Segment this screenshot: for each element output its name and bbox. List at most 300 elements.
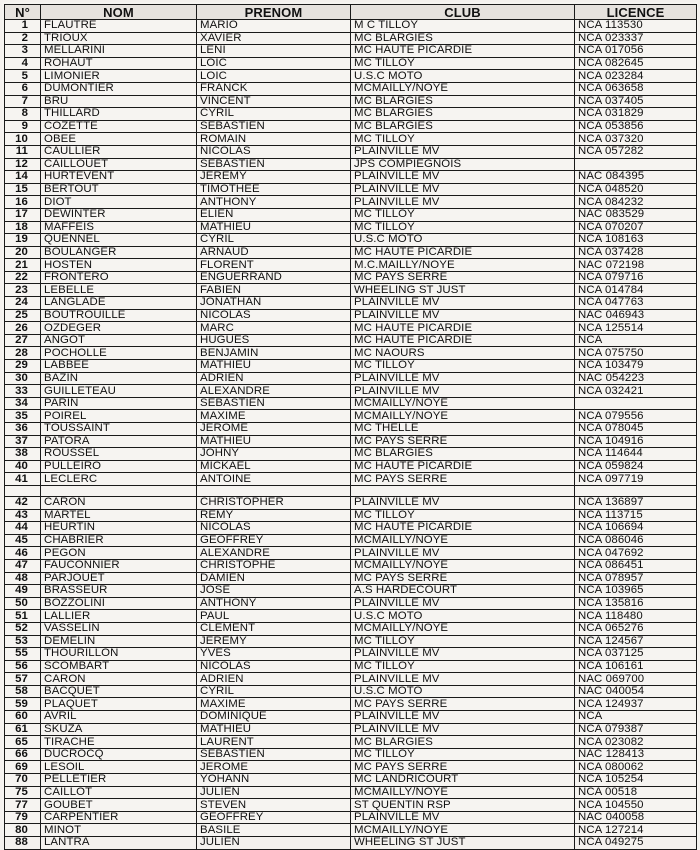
cell-club: MC HAUTE PICARDIE: [351, 460, 575, 473]
table-row: [5, 70, 697, 83]
cell-num: 7: [5, 95, 41, 108]
cell-num: 61: [5, 723, 41, 736]
cell-prenom: JONATHAN: [197, 297, 351, 310]
cell-num: 15: [5, 183, 41, 196]
cell-nom: FRONTERO: [41, 271, 197, 284]
cell-prenom: ADRIEN: [197, 372, 351, 385]
cell-nom: QUENNEL: [41, 234, 197, 247]
cell-prenom: ANTHONY: [197, 597, 351, 610]
cell-licence: NCA 125514: [575, 322, 697, 335]
cell-club: MC PAYS SERRE: [351, 572, 575, 585]
cell-club: MC HAUTE PICARDIE: [351, 522, 575, 535]
table-row: [5, 496, 697, 509]
cell-club: MCMAILLY/NOYE: [351, 786, 575, 799]
cell-num: 5: [5, 70, 41, 83]
table-row: [5, 660, 697, 673]
cell-num: [5, 485, 41, 496]
table-row: [5, 761, 697, 774]
cell-club: MCMAILLY/NOYE: [351, 82, 575, 95]
cell-club: PLAINVILLE MV: [351, 196, 575, 209]
cell-num: 43: [5, 509, 41, 522]
cell-nom: BACQUET: [41, 685, 197, 698]
cell-prenom: VINCENT: [197, 95, 351, 108]
cell-nom: POCHOLLE: [41, 347, 197, 360]
cell-nom: LALLIER: [41, 610, 197, 623]
cell-licence: NCA 104550: [575, 799, 697, 812]
cell-club: PLAINVILLE MV: [351, 372, 575, 385]
cell-num: 3: [5, 45, 41, 58]
cell-licence: NCA 078045: [575, 423, 697, 436]
cell-licence: NCA 114644: [575, 448, 697, 461]
entry-list-sheet: [2, 2, 698, 849]
cell-licence: NCA 059824: [575, 460, 697, 473]
cell-nom: BOULANGER: [41, 246, 197, 259]
cell-nom: BERTOUT: [41, 183, 197, 196]
table-row: [5, 271, 697, 284]
cell-licence: NCA 079716: [575, 271, 697, 284]
header-club: CLUB: [351, 5, 575, 20]
cell-club: JPS COMPIEGNOIS: [351, 158, 575, 171]
cell-club: MCMAILLY/NOYE: [351, 824, 575, 837]
cell-prenom: LOIC: [197, 57, 351, 70]
cell-num: 9: [5, 120, 41, 133]
table-row: [5, 509, 697, 522]
cell-nom: VASSELIN: [41, 622, 197, 635]
cell-nom: BRASSEUR: [41, 585, 197, 598]
cell-club: MC LANDRICOURT: [351, 774, 575, 787]
table-row: [5, 824, 697, 837]
cell-num: 58: [5, 685, 41, 698]
table-row: [5, 423, 697, 436]
cell-licence: NCA 049275: [575, 837, 697, 850]
cell-nom: MINOT: [41, 824, 197, 837]
cell-licence: NAC 069700: [575, 673, 697, 686]
table-row: [5, 45, 697, 58]
cell-prenom: JEREMY: [197, 171, 351, 184]
cell-num: 10: [5, 133, 41, 146]
cell-prenom: PAUL: [197, 610, 351, 623]
cell-club: MC BLARGIES: [351, 95, 575, 108]
cell-nom: CARON: [41, 673, 197, 686]
cell-num: 75: [5, 786, 41, 799]
table-row: [5, 622, 697, 635]
cell-prenom: HUGUES: [197, 334, 351, 347]
table-row: [5, 473, 697, 486]
header-row: [5, 5, 697, 20]
cell-nom: FAUCONNIER: [41, 559, 197, 572]
cell-nom: PARIN: [41, 397, 197, 410]
cell-nom: PEGON: [41, 547, 197, 560]
table-row: [5, 547, 697, 560]
cell-nom: COZETTE: [41, 120, 197, 133]
cell-num: 34: [5, 397, 41, 410]
cell-nom: MAFFEIS: [41, 221, 197, 234]
table-row: [5, 786, 697, 799]
table-row: [5, 171, 697, 184]
cell-licence: NCA 023337: [575, 32, 697, 45]
cell-nom: PELLETIER: [41, 774, 197, 787]
cell-licence: NAC 083529: [575, 208, 697, 221]
cell-licence: NCA 103965: [575, 585, 697, 598]
cell-nom: CAILLOUET: [41, 158, 197, 171]
cell-club: WHEELING ST JUST: [351, 284, 575, 297]
cell-nom: PULLEIRO: [41, 460, 197, 473]
table-row: [5, 534, 697, 547]
table-row: [5, 597, 697, 610]
cell-num: 20: [5, 246, 41, 259]
cell-club: MCMAILLY/NOYE: [351, 622, 575, 635]
cell-licence: NCA 082645: [575, 57, 697, 70]
cell-num: 52: [5, 622, 41, 635]
cell-num: 36: [5, 423, 41, 436]
cell-licence: NCA 037320: [575, 133, 697, 146]
cell-nom: HEURTIN: [41, 522, 197, 535]
cell-club: MC PAYS SERRE: [351, 761, 575, 774]
table-row: [5, 57, 697, 70]
cell-club: ST QUENTIN RSP: [351, 799, 575, 812]
cell-num: 42: [5, 496, 41, 509]
cell-club: MCMAILLY/NOYE: [351, 559, 575, 572]
cell-num: 35: [5, 410, 41, 423]
cell-nom: TOUSSAINT: [41, 423, 197, 436]
table-row: [5, 460, 697, 473]
cell-nom: DEWINTER: [41, 208, 197, 221]
cell-prenom: ALEXANDRE: [197, 547, 351, 560]
cell-nom: PATORA: [41, 435, 197, 448]
cell-club: MC HAUTE PICARDIE: [351, 45, 575, 58]
cell-prenom: CYRIL: [197, 685, 351, 698]
table-row: [5, 108, 697, 121]
table-row: [5, 309, 697, 322]
cell-club: MCMAILLY/NOYE: [351, 397, 575, 410]
cell-prenom: JEREMY: [197, 635, 351, 648]
cell-num: 24: [5, 297, 41, 310]
cell-num: 59: [5, 698, 41, 711]
cell-num: 40: [5, 460, 41, 473]
cell-prenom: JOHNY: [197, 448, 351, 461]
cell-club: MC TILLOY: [351, 635, 575, 648]
table-row: [5, 221, 697, 234]
cell-club: [351, 485, 575, 496]
cell-num: 60: [5, 711, 41, 724]
cell-nom: POIREL: [41, 410, 197, 423]
table-row: [5, 196, 697, 209]
cell-licence: NAC 046943: [575, 309, 697, 322]
cell-num: 27: [5, 334, 41, 347]
cell-licence: NCA 124567: [575, 635, 697, 648]
cell-club: MC NAOURS: [351, 347, 575, 360]
table-row: [5, 259, 697, 272]
cell-club: MC BLARGIES: [351, 448, 575, 461]
cell-licence: NCA 017056: [575, 45, 697, 58]
header-num: N°: [5, 5, 41, 20]
cell-num: 22: [5, 271, 41, 284]
cell-prenom: LAURENT: [197, 736, 351, 749]
cell-nom: CARON: [41, 496, 197, 509]
cell-licence: NCA 113715: [575, 509, 697, 522]
cell-nom: LECLERC: [41, 473, 197, 486]
cell-nom: DUCROCQ: [41, 748, 197, 761]
cell-nom: ANGOT: [41, 334, 197, 347]
cell-club: MC PAYS SERRE: [351, 473, 575, 486]
cell-prenom: GEOFFREY: [197, 811, 351, 824]
cell-licence: NCA 084232: [575, 196, 697, 209]
cell-club: U.S.C MOTO: [351, 610, 575, 623]
cell-licence: NCA 070207: [575, 221, 697, 234]
cell-licence: NAC 084395: [575, 171, 697, 184]
cell-prenom: LENI: [197, 45, 351, 58]
table-row: [5, 522, 697, 535]
cell-nom: OBEE: [41, 133, 197, 146]
cell-prenom: MATHIEU: [197, 435, 351, 448]
cell-licence: [575, 158, 697, 171]
cell-num: 16: [5, 196, 41, 209]
cell-prenom: STEVEN: [197, 799, 351, 812]
table-row: [5, 158, 697, 171]
cell-licence: NCA 053856: [575, 120, 697, 133]
cell-prenom: ANTHONY: [197, 196, 351, 209]
cell-prenom: NICOLAS: [197, 660, 351, 673]
table-row: [5, 347, 697, 360]
cell-club: MC HAUTE PICARDIE: [351, 246, 575, 259]
cell-prenom: JOSE: [197, 585, 351, 598]
cell-num: 46: [5, 547, 41, 560]
cell-club: U.S.C MOTO: [351, 234, 575, 247]
cell-club: MC TILLOY: [351, 660, 575, 673]
cell-prenom: DOMINIQUE: [197, 711, 351, 724]
cell-prenom: ELIEN: [197, 208, 351, 221]
cell-licence: NCA 079556: [575, 410, 697, 423]
cell-club: M.C.MAILLY/NOYE: [351, 259, 575, 272]
cell-club: PLAINVILLE MV: [351, 145, 575, 158]
cell-num: 47: [5, 559, 41, 572]
cell-licence: NCA 097719: [575, 473, 697, 486]
table-row: [5, 572, 697, 585]
table-row: [5, 673, 697, 686]
cell-club: MC TILLOY: [351, 509, 575, 522]
cell-prenom: NICOLAS: [197, 145, 351, 158]
table-row: [5, 234, 697, 247]
cell-licence: NCA 037125: [575, 648, 697, 661]
cell-num: 69: [5, 761, 41, 774]
cell-prenom: SEBASTIEN: [197, 748, 351, 761]
table-row: [5, 559, 697, 572]
cell-club: PLAINVILLE MV: [351, 673, 575, 686]
cell-nom: AVRIL: [41, 711, 197, 724]
cell-prenom: YOHANN: [197, 774, 351, 787]
cell-num: 1: [5, 20, 41, 33]
table-row: [5, 635, 697, 648]
cell-nom: SCOMBART: [41, 660, 197, 673]
cell-club: PLAINVILLE MV: [351, 496, 575, 509]
cell-nom: DIOT: [41, 196, 197, 209]
cell-num: 50: [5, 597, 41, 610]
cell-num: 11: [5, 145, 41, 158]
cell-prenom: JEROME: [197, 423, 351, 436]
cell-num: 45: [5, 534, 41, 547]
cell-prenom: FRANCK: [197, 82, 351, 95]
cell-licence: NCA 124937: [575, 698, 697, 711]
cell-nom: PLAQUET: [41, 698, 197, 711]
cell-prenom: SEBASTIEN: [197, 397, 351, 410]
cell-licence: NAC 040054: [575, 685, 697, 698]
cell-num: 65: [5, 736, 41, 749]
table-row: [5, 723, 697, 736]
cell-num: 66: [5, 748, 41, 761]
cell-prenom: REMY: [197, 509, 351, 522]
cell-licence: NCA 037405: [575, 95, 697, 108]
cell-prenom: GEOFFREY: [197, 534, 351, 547]
table-row: [5, 648, 697, 661]
header-prenom: PRENOM: [197, 5, 351, 20]
cell-num: 25: [5, 309, 41, 322]
cell-num: 37: [5, 435, 41, 448]
rider-table: [4, 4, 697, 850]
cell-nom: LIMONIER: [41, 70, 197, 83]
cell-nom: HOSTEN: [41, 259, 197, 272]
cell-num: 79: [5, 811, 41, 824]
cell-nom: FLAUTRE: [41, 20, 197, 33]
cell-nom: TRIOUX: [41, 32, 197, 45]
cell-licence: NCA 086046: [575, 534, 697, 547]
cell-prenom: ENGUERRAND: [197, 271, 351, 284]
cell-nom: CHABRIER: [41, 534, 197, 547]
cell-nom: CAILLOT: [41, 786, 197, 799]
cell-licence: NAC 054223: [575, 372, 697, 385]
cell-prenom: ALEXANDRE: [197, 385, 351, 398]
cell-licence: NCA 086451: [575, 559, 697, 572]
cell-club: U.S.C MOTO: [351, 70, 575, 83]
cell-nom: DEMELIN: [41, 635, 197, 648]
cell-nom: ROUSSEL: [41, 448, 197, 461]
table-row: [5, 208, 697, 221]
table-row: [5, 145, 697, 158]
cell-num: 28: [5, 347, 41, 360]
cell-num: 56: [5, 660, 41, 673]
cell-licence: NCA 023082: [575, 736, 697, 749]
cell-licence: NCA 103479: [575, 360, 697, 373]
cell-num: 53: [5, 635, 41, 648]
table-row: [5, 297, 697, 310]
cell-prenom: MATHIEU: [197, 723, 351, 736]
cell-num: 8: [5, 108, 41, 121]
cell-licence: NCA 118480: [575, 610, 697, 623]
cell-num: 21: [5, 259, 41, 272]
table-row: [5, 183, 697, 196]
table-row: [5, 32, 697, 45]
table-row: [5, 448, 697, 461]
cell-club: MC PAYS SERRE: [351, 435, 575, 448]
cell-nom: BRU: [41, 95, 197, 108]
table-row: [5, 410, 697, 423]
cell-licence: NCA 079387: [575, 723, 697, 736]
table-row: [5, 20, 697, 33]
table-row: [5, 385, 697, 398]
cell-num: 77: [5, 799, 41, 812]
table-row: [5, 334, 697, 347]
cell-prenom: FLORENT: [197, 259, 351, 272]
cell-num: 2: [5, 32, 41, 45]
cell-prenom: MARC: [197, 322, 351, 335]
cell-licence: NCA 127214: [575, 824, 697, 837]
cell-nom: ROHAUT: [41, 57, 197, 70]
table-row: [5, 95, 697, 108]
cell-prenom: CLEMENT: [197, 622, 351, 635]
cell-prenom: MAXIME: [197, 410, 351, 423]
cell-num: 4: [5, 57, 41, 70]
cell-num: 23: [5, 284, 41, 297]
cell-num: 44: [5, 522, 41, 535]
cell-licence: [575, 485, 697, 496]
cell-club: PLAINVILLE MV: [351, 309, 575, 322]
table-row: [5, 397, 697, 410]
table-row: [5, 435, 697, 448]
cell-prenom: LOIC: [197, 70, 351, 83]
cell-prenom: TIMOTHEE: [197, 183, 351, 196]
table-row: [5, 698, 697, 711]
cell-prenom: CYRIL: [197, 234, 351, 247]
cell-club: MC BLARGIES: [351, 736, 575, 749]
cell-prenom: SEBASTIEN: [197, 158, 351, 171]
cell-licence: NCA 057282: [575, 145, 697, 158]
cell-licence: NCA: [575, 711, 697, 724]
cell-prenom: NICOLAS: [197, 522, 351, 535]
cell-prenom: CHRISTOPHER: [197, 496, 351, 509]
cell-club: PLAINVILLE MV: [351, 597, 575, 610]
cell-club: MC TILLOY: [351, 57, 575, 70]
cell-club: A.S HARDECOURT: [351, 585, 575, 598]
cell-club: MC TILLOY: [351, 221, 575, 234]
table-row: [5, 685, 697, 698]
cell-club: PLAINVILLE MV: [351, 648, 575, 661]
cell-nom: TIRACHE: [41, 736, 197, 749]
cell-nom: HURTEVENT: [41, 171, 197, 184]
cell-prenom: MARIO: [197, 20, 351, 33]
cell-prenom: ROMAIN: [197, 133, 351, 146]
cell-prenom: CYRIL: [197, 108, 351, 121]
cell-nom: CAULLIER: [41, 145, 197, 158]
cell-prenom: BASILE: [197, 824, 351, 837]
cell-club: U.S.C MOTO: [351, 685, 575, 698]
cell-num: 6: [5, 82, 41, 95]
cell-prenom: DAMIEN: [197, 572, 351, 585]
cell-club: MC HAUTE PICARDIE: [351, 322, 575, 335]
cell-prenom: JEROME: [197, 761, 351, 774]
cell-nom: MARTEL: [41, 509, 197, 522]
cell-prenom: ARNAUD: [197, 246, 351, 259]
table-row: [5, 120, 697, 133]
cell-num: 33: [5, 385, 41, 398]
cell-prenom: MICKAEL: [197, 460, 351, 473]
cell-nom: OZDEGER: [41, 322, 197, 335]
cell-prenom: ANTOINE: [197, 473, 351, 486]
cell-nom: DUMONTIER: [41, 82, 197, 95]
cell-num: 12: [5, 158, 41, 171]
cell-club: MC BLARGIES: [351, 108, 575, 121]
cell-prenom: ADRIEN: [197, 673, 351, 686]
cell-licence: NCA 108163: [575, 234, 697, 247]
cell-nom: LABBEE: [41, 360, 197, 373]
cell-licence: [575, 397, 697, 410]
cell-licence: NAC 072198: [575, 259, 697, 272]
cell-licence: NCA 113530: [575, 20, 697, 33]
table-row: [5, 774, 697, 787]
cell-licence: NCA 106161: [575, 660, 697, 673]
cell-club: MCMAILLY/NOYE: [351, 534, 575, 547]
cell-num: 41: [5, 473, 41, 486]
cell-club: M C TILLOY: [351, 20, 575, 33]
cell-club: MC BLARGIES: [351, 32, 575, 45]
